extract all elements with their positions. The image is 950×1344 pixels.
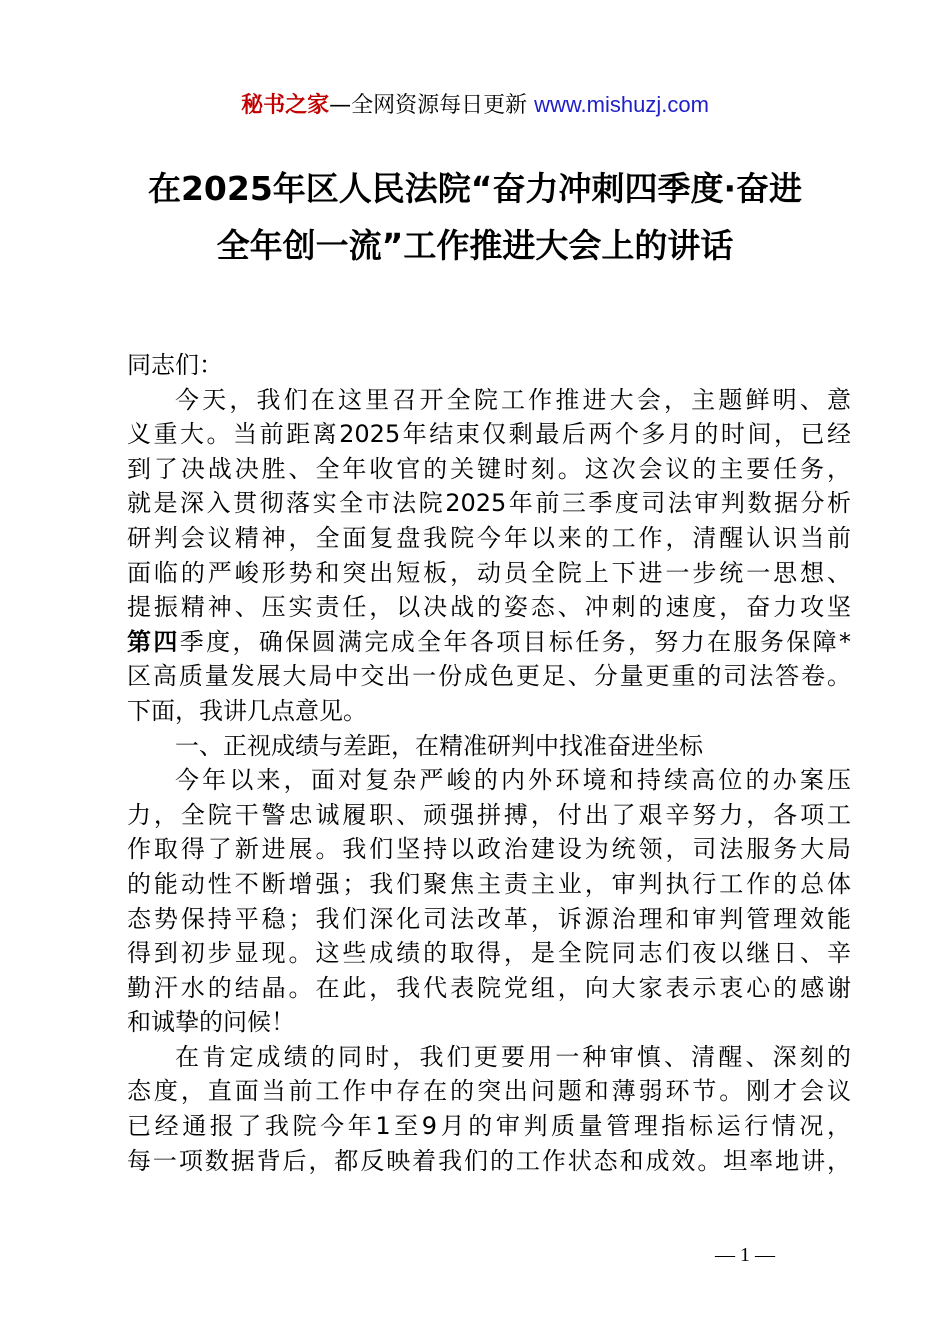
paragraph-line: 到了决战决胜、全年收官的关键时刻。这次会议的主要任务， (127, 454, 851, 483)
site-header (0, 88, 950, 123)
paragraph-line: 态势保持平稳；我们深化司法改革，诉源治理和审判管理效能 (127, 904, 851, 933)
paragraph-line: 和诚挚的问候！ (127, 1008, 295, 1037)
paragraph-line: 今年以来，面对复杂严峻的内外环境和持续高位的办案压 (175, 766, 851, 795)
paragraph-3 (127, 1040, 851, 1178)
paragraph-line: 面临的严峻形势和突出短板，动员全院上下进一步统一思想、 (127, 558, 851, 587)
paragraph-1 (127, 383, 851, 729)
header-slogan: —全网资源每日更新 (329, 93, 528, 118)
paragraph-2 (127, 763, 851, 1040)
paragraph-line: 得到初步显现。这些成绩的取得，是全院同志们夜以继日、辛 (127, 939, 851, 968)
document-title (100, 160, 850, 274)
page-number: — 1 — (715, 1244, 775, 1266)
title-line-1: 在2025年区人民法院“奋力冲刺四季度·奋进 (147, 169, 803, 208)
paragraph-line: 的能动性不断增强；我们聚焦主责主业，审判执行工作的总体 (127, 869, 851, 898)
paragraph-line: 力，全院干警忠诚履职、顽强拼搏，付出了艰辛努力，各项工 (127, 800, 851, 829)
paragraph-line: 下面，我讲几点意见。 (127, 696, 367, 725)
title-line-2: 全年创一流”工作推进大会上的讲话 (216, 226, 734, 265)
salutation: 同志们： (127, 351, 223, 379)
paragraph-line: 每一项数据背后，都反映着我们的工作状态和成效。坦率地讲， (127, 1146, 851, 1175)
header-url-link[interactable]: www.mishuzj.com (534, 92, 709, 117)
paragraph-line: 区高质量发展大局中交出一份成色更足、分量更重的司法答卷。 (127, 662, 851, 691)
paragraph-line: 提振精神、压实责任，以决战的姿态、冲刺的速度，奋力攻坚 (127, 593, 851, 622)
paragraph-line: 今天，我们在这里召开全院工作推进大会，主题鲜明、意 (175, 385, 851, 414)
paragraph-line: 义重大。当前距离2025年结束仅剩最后两个多月的时间，已经 (127, 420, 851, 449)
paragraph-line: 作取得了新进展。我们坚持以政治建设为统领，司法服务大局 (127, 835, 851, 864)
paragraph-line: 研判会议精神，全面复盘我院今年以来的工作，清醒认识当前 (127, 523, 851, 552)
paragraph-line: 在肯定成绩的同时，我们更要用一种审慎、清醒、深刻的 (175, 1042, 851, 1071)
document-body (127, 348, 851, 1178)
section-1-heading: 一、正视成绩与差距，在精准研判中找准奋进坐标 (175, 731, 703, 760)
header-brand: 秘书之家 (241, 93, 330, 118)
paragraph-line: 态度，直面当前工作中存在的突出问题和薄弱环节。刚才会议 (127, 1077, 851, 1106)
paragraph-line: 勤汗水的结晶。在此，我代表院党组，向大家表示衷心的感谢 (127, 973, 851, 1002)
paragraph-line: 已经通报了我院今年1至9月的审判质量管理指标运行情况， (127, 1112, 851, 1141)
paragraph-line: 就是深入贯彻落实全市法院2025年前三季度司法审判数据分析 (127, 489, 851, 518)
bold-text: 第四 (127, 627, 180, 656)
paragraph-line: 第四季度，确保圆满完成全年各项目标任务，努力在服务保障* (127, 627, 852, 656)
